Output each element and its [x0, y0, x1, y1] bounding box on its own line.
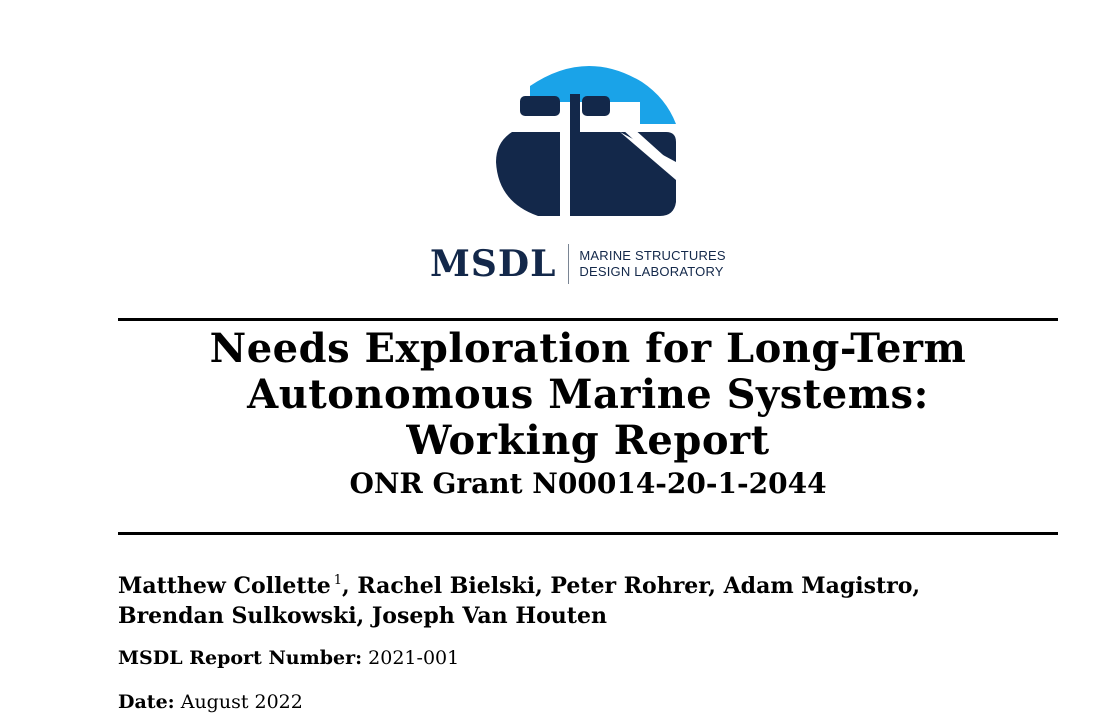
logo-deck-block-right — [582, 96, 610, 116]
report-date — [118, 690, 303, 714]
logo-wordmark-subtitle — [579, 248, 725, 280]
msdl-logo — [0, 0, 1113, 300]
author-first: Matthew Collette — [118, 573, 331, 599]
logo-hull-left — [496, 132, 560, 216]
report-number — [118, 646, 459, 670]
report-number-value: 2021-001 — [368, 647, 460, 669]
logo-deck-block-left — [520, 96, 560, 116]
logo-sub-line-2: DESIGN LABORATORY — [579, 264, 724, 279]
msdl-ship-hull-icon — [490, 62, 682, 222]
author-list-line-2: Brendan Sulkowski, Joseph Van Houten — [118, 603, 607, 629]
title-line-3: Working Report — [406, 417, 770, 464]
logo-wordmark-text: MSDL — [430, 243, 557, 285]
author-list-line-1-rest: , Rachel Bielski, Peter Rohrer, Adam Magistro, — [342, 573, 921, 599]
logo-sub-line-1: MARINE STRUCTURES — [579, 248, 726, 263]
title-line-2: Autonomous Marine Systems: — [247, 371, 929, 418]
author-footnote-marker: 1 — [333, 573, 343, 588]
document-title — [118, 326, 1058, 464]
report-date-label: Date: — [118, 691, 175, 713]
report-date-value: August 2022 — [180, 691, 303, 713]
title-rule-bottom — [118, 532, 1058, 535]
title-line-1: Needs Exploration for Long-Term — [209, 325, 967, 372]
grant-number: ONR Grant N00014-20-1-2044 — [349, 467, 827, 500]
logo-wordmark-divider — [568, 244, 569, 284]
logo-wordmark — [430, 242, 726, 286]
title-block — [118, 326, 1058, 500]
author-list — [118, 566, 1068, 631]
report-number-label: MSDL Report Number: — [118, 647, 363, 669]
title-rule-top — [118, 318, 1058, 321]
